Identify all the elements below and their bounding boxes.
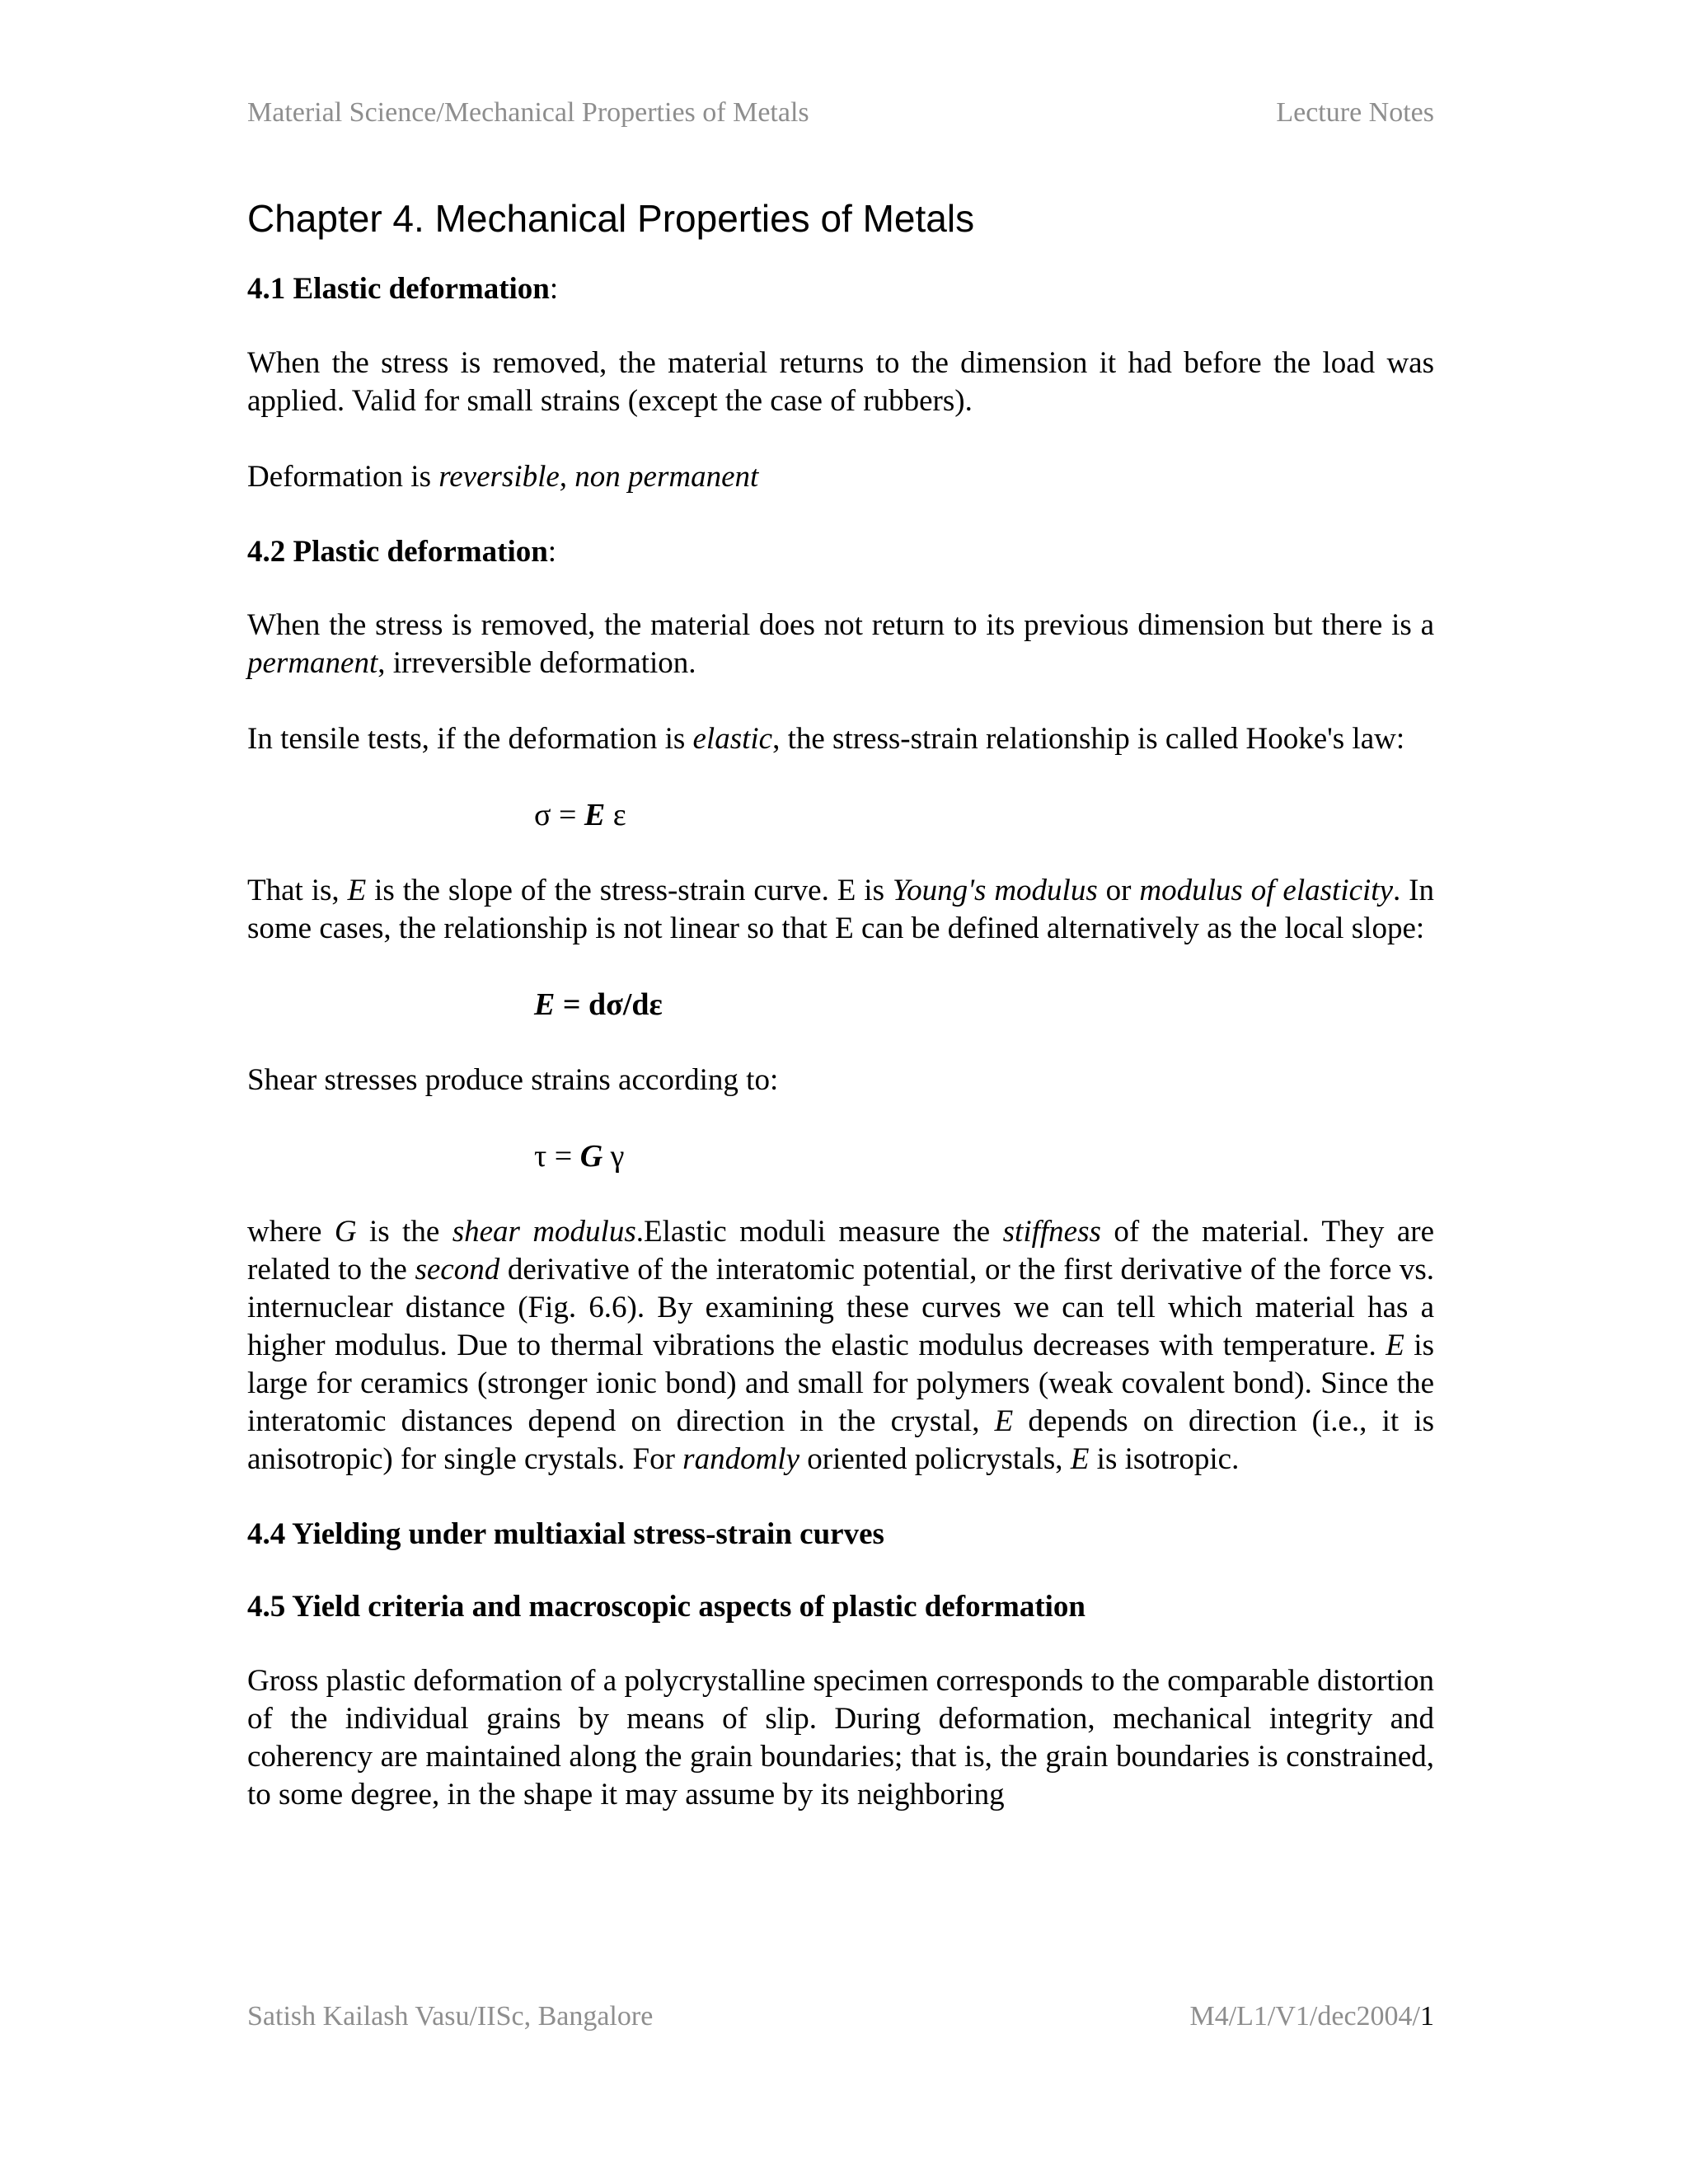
italic-term: elastic <box>692 721 773 756</box>
equation-symbol: G <box>579 1138 603 1174</box>
section-heading-text: 4.1 Elastic deformation <box>247 272 550 307</box>
header-course-title: Material Science/Mechanical Properties of Metals <box>247 97 809 128</box>
text-run: depends on direction (i.e., it is anisotropic) for single crystals. For <box>247 1404 1434 1476</box>
paragraph-elastic-definition: When the stress is removed, the material returns to the dimension it had before the load was applied. Valid for small strains (except the case of rubbers). <box>247 345 1434 418</box>
equation-part: γ <box>603 1138 625 1174</box>
footer-doc-code: M4/L1/V1/dec2004/ <box>1189 2001 1420 2032</box>
text-run: where <box>247 1214 335 1249</box>
italic-term: G <box>334 1214 357 1249</box>
italic-term: shear modulus <box>452 1214 636 1249</box>
italic-term: second <box>415 1252 500 1286</box>
section-heading-text: 4.2 Plastic deformation <box>247 534 548 569</box>
paragraph-youngs-modulus <box>247 872 1434 948</box>
equation-part: ε <box>605 797 626 832</box>
italic-term: stiffness <box>1002 1214 1101 1249</box>
text-run: or <box>1097 873 1140 907</box>
text-run: oriented policrystals, <box>799 1441 1071 1476</box>
equation-symbol: E <box>534 987 556 1022</box>
text-run: is the slope of the stress-strain curve. E is <box>366 873 893 907</box>
text-run: That is, <box>247 873 348 907</box>
heading-colon: : <box>549 272 559 307</box>
text-run: When the stress is removed, the material does not return to its previous dimension but there is a <box>247 607 1434 642</box>
text-run: Deformation is <box>247 459 439 494</box>
footer-author: Satish Kailash Vasu/IISc, Bangalore <box>247 2001 654 2032</box>
text-run: In tensile tests, if the deformation is <box>247 721 693 756</box>
text-run: is isotropic. <box>1089 1441 1240 1476</box>
equation-part: = dσ/dε <box>555 987 663 1022</box>
footer-doc-id <box>1189 2001 1434 2032</box>
equation-part: σ = <box>534 797 584 832</box>
equation-symbol: E <box>584 797 606 832</box>
header-doc-type: Lecture Notes <box>1276 97 1434 128</box>
equation-shear <box>247 1137 1434 1175</box>
paragraph-shear-modulus <box>247 1213 1434 1479</box>
italic-term: Young's modulus <box>892 873 1098 907</box>
paragraph-plastic-definition <box>247 607 1434 682</box>
heading-colon: : <box>547 534 557 569</box>
italic-term: E <box>1070 1441 1090 1476</box>
page-number: 1 <box>1420 2001 1434 2032</box>
page-footer <box>247 2001 1434 2032</box>
italic-term: permanent <box>247 645 378 680</box>
italic-term: E <box>1386 1328 1404 1362</box>
equation-part: τ = <box>534 1138 580 1174</box>
section-4-2-heading <box>247 534 1434 570</box>
chapter-title: Chapter 4. Mechanical Properties of Metals <box>247 197 975 240</box>
paragraph-gross-plastic-deformation: Gross plastic deformation of a polycrystalline specimen corresponds to the comparable distortion of the individual grains by means of slip. During deformation, mechanical integrity and coherency are maintained along the grain boundaries; that is, the grain boundaries is constrained, to some degree, in the shape it may assume by its neighboring <box>247 1663 1434 1811</box>
text-run: . In some cases, the relationship is not linear so that E can be defined alternatively as the local slope: <box>247 873 1434 945</box>
text-run: is large for ceramics (stronger ionic bond) and small for polymers (weak covalent bond). Since the interatomic distances depend on direction in the crystal, <box>247 1328 1434 1438</box>
equation-local-slope <box>247 986 1434 1024</box>
text-run: .Elastic moduli measure the <box>635 1214 1003 1249</box>
text-run: , irreversible deformation. <box>377 645 696 680</box>
paragraph-hookes-law-intro <box>247 720 1434 758</box>
italic-term: modulus of elasticity <box>1139 873 1393 907</box>
section-4-5-heading: 4.5 Yield criteria and macroscopic aspects of plastic deformation <box>247 1590 1085 1624</box>
equation-hookes-law <box>247 796 1434 834</box>
text-run: of the material. They are related to the <box>247 1214 1434 1286</box>
italic-term: E <box>994 1404 1014 1438</box>
page-header <box>247 97 1434 129</box>
section-4-1-heading <box>247 271 1434 307</box>
page-content <box>247 196 1434 1852</box>
text-run: derivative of the interatomic potential, or the first derivative of the force vs. internuclear distance (Fig. 6.6). By examining these curves we can tell which material has a higher modulus. Due to thermal vibrations the elastic modulus decreases with temperature. <box>247 1252 1434 1362</box>
italic-term: randomly <box>682 1441 799 1476</box>
italic-term: E <box>347 873 367 907</box>
paragraph-elastic-reversible <box>247 458 1434 496</box>
text-run: , the stress-strain relationship is called Hooke's law: <box>772 721 1405 756</box>
text-run: is the <box>356 1214 452 1249</box>
paragraph-shear-intro: Shear stresses produce strains according to: <box>247 1062 779 1097</box>
section-4-4-heading: 4.4 Yielding under multiaxial stress-strain curves <box>247 1516 884 1551</box>
italic-term: reversible, non permanent <box>438 459 759 494</box>
